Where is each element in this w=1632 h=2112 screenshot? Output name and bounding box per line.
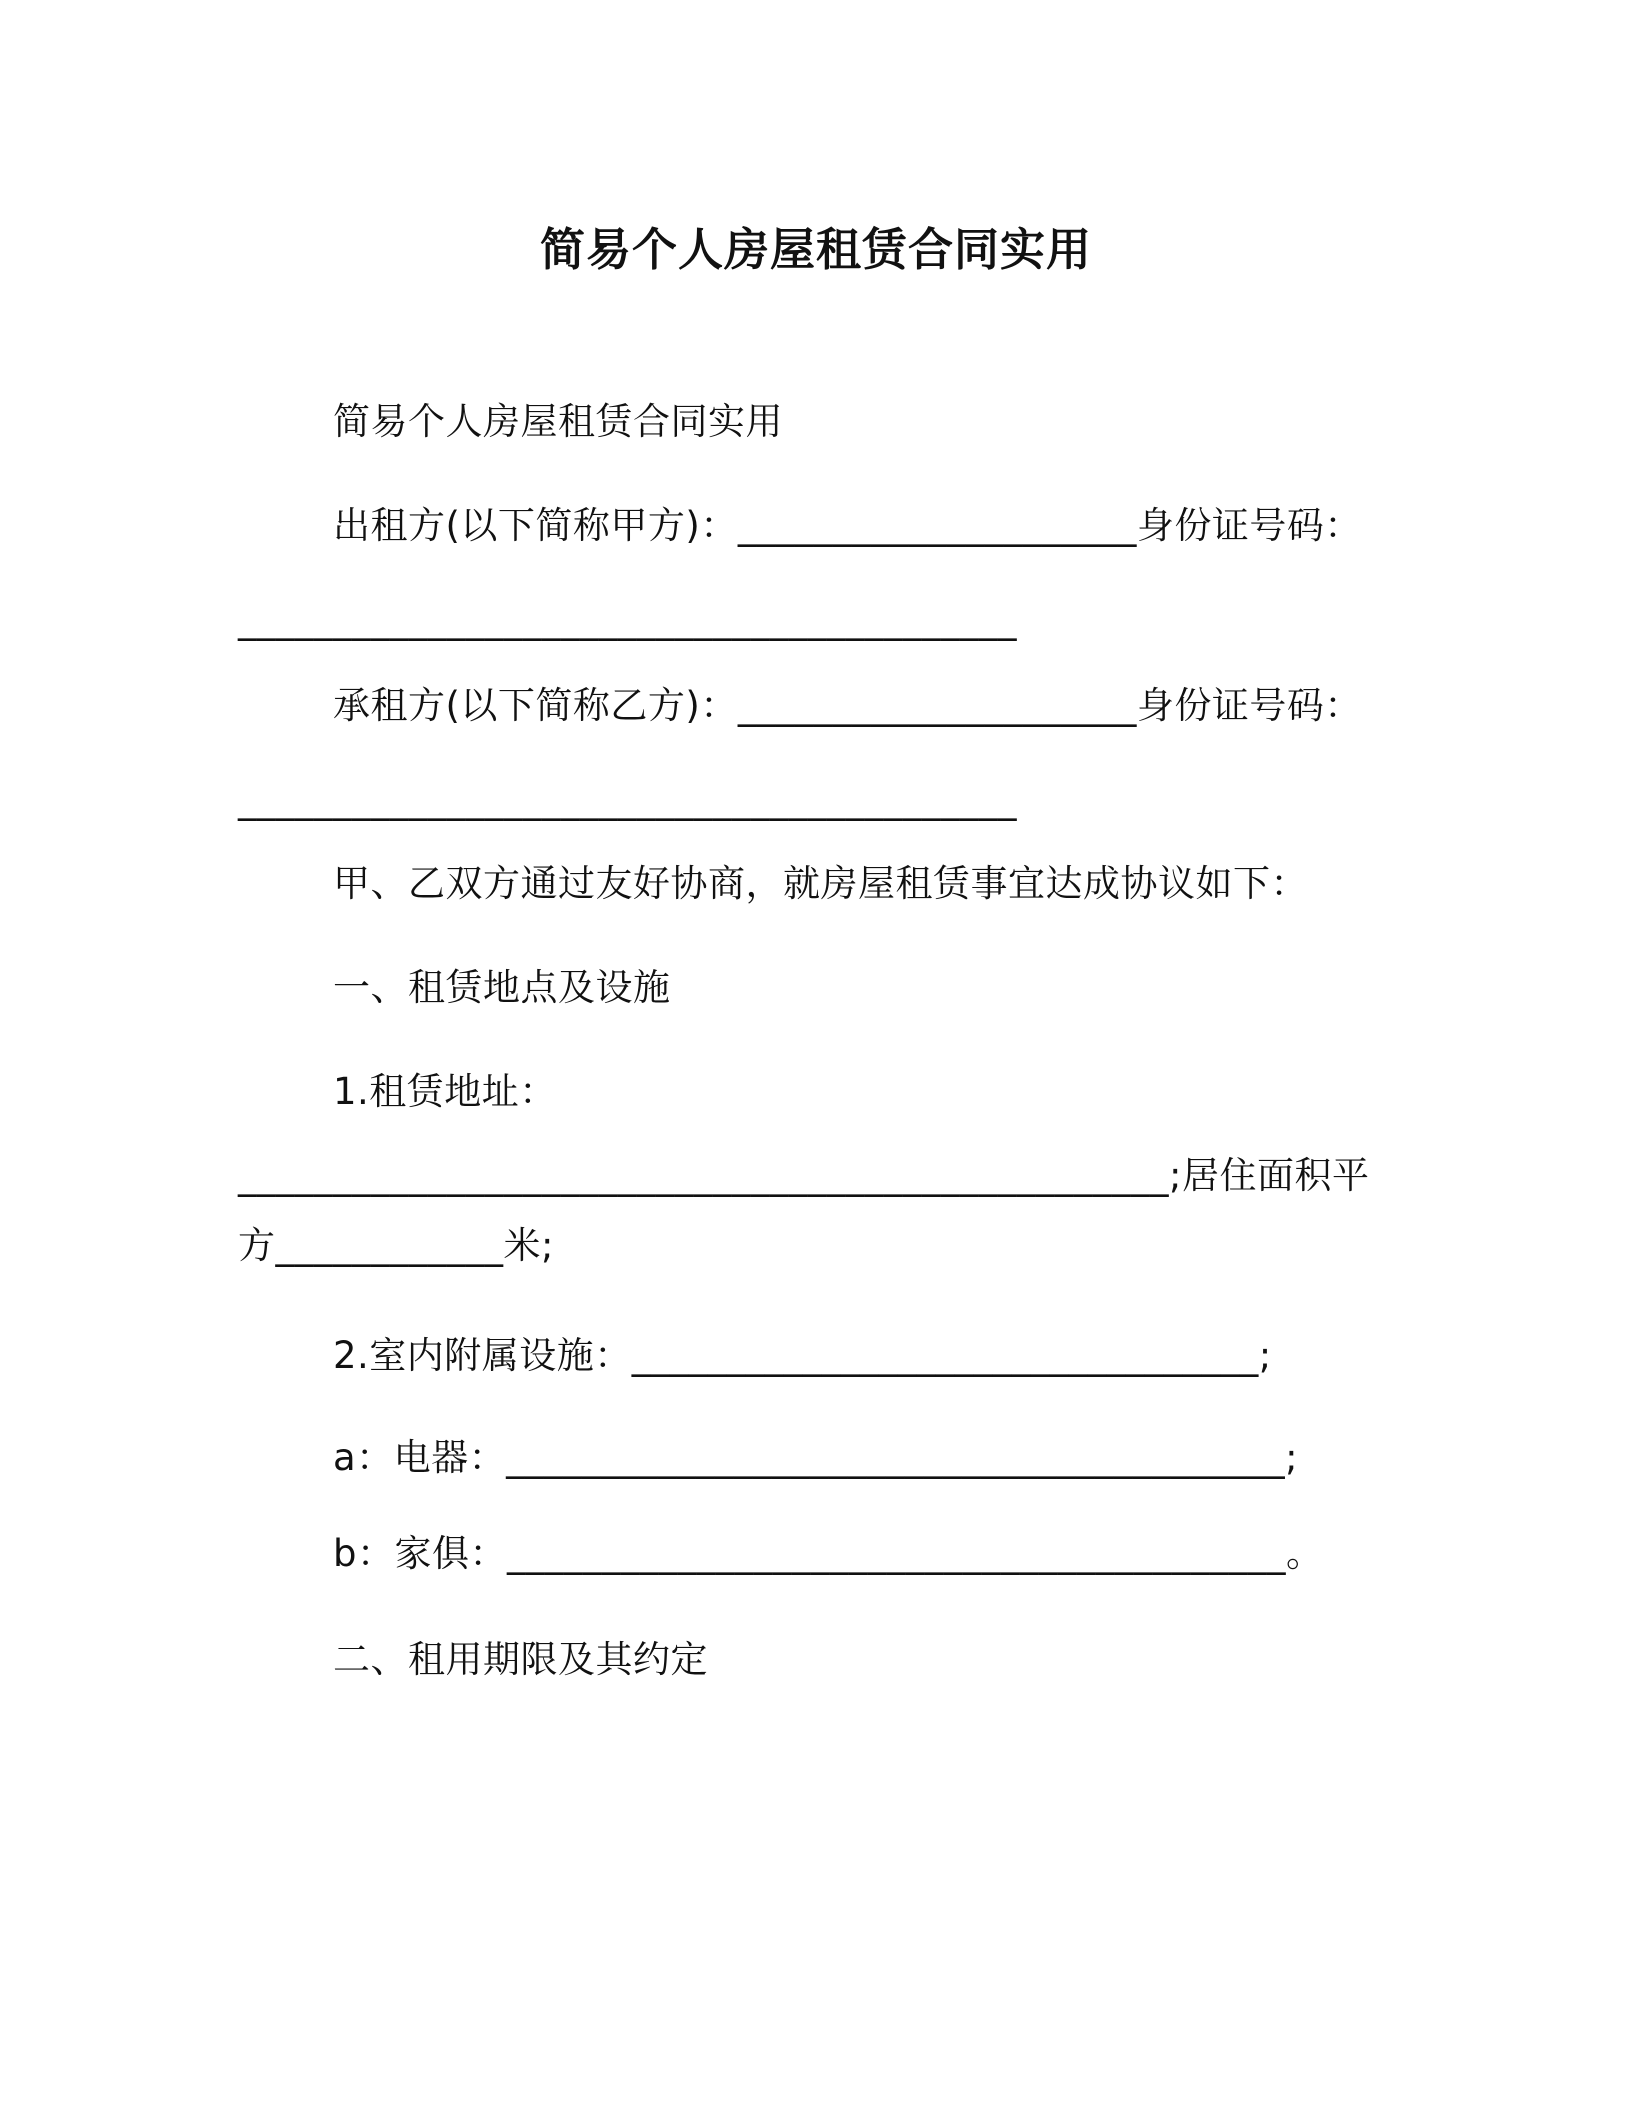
subtitle-paragraph: 简易个人房屋租赁合同实用 <box>333 400 783 443</box>
lessee-id-blank: _________________________________________ <box>238 778 1017 821</box>
appliances-line: a：电器：_________________________________________; <box>333 1436 1299 1479</box>
lessee-line: 承租方(以下简称乙方)：_____________________身份证号码： <box>333 684 1362 727</box>
lessor-id-blank: _________________________________________ <box>238 598 1017 641</box>
area-blank: 方____________米; <box>238 1224 554 1267</box>
rental-address-label: 1.租赁地址： <box>333 1070 557 1113</box>
agreement-intro: 甲、乙双方通过友好协商，就房屋租赁事宜达成协议如下： <box>333 862 1308 905</box>
rental-address-blank: _________________________________________________;居住面积平 <box>238 1154 1370 1197</box>
lessor-line: 出租方(以下简称甲方)：_____________________身份证号码： <box>333 504 1362 547</box>
document-title: 简易个人房屋租赁合同实用 <box>539 223 1092 276</box>
furniture-line: b：家俱：_________________________________________。 <box>333 1532 1324 1575</box>
section-heading-2: 二、租用期限及其约定 <box>333 1638 708 1681</box>
section-heading-1: 一、租赁地点及设施 <box>333 966 671 1009</box>
facilities-line: 2.室内附属设施：_________________________________; <box>333 1334 1272 1377</box>
